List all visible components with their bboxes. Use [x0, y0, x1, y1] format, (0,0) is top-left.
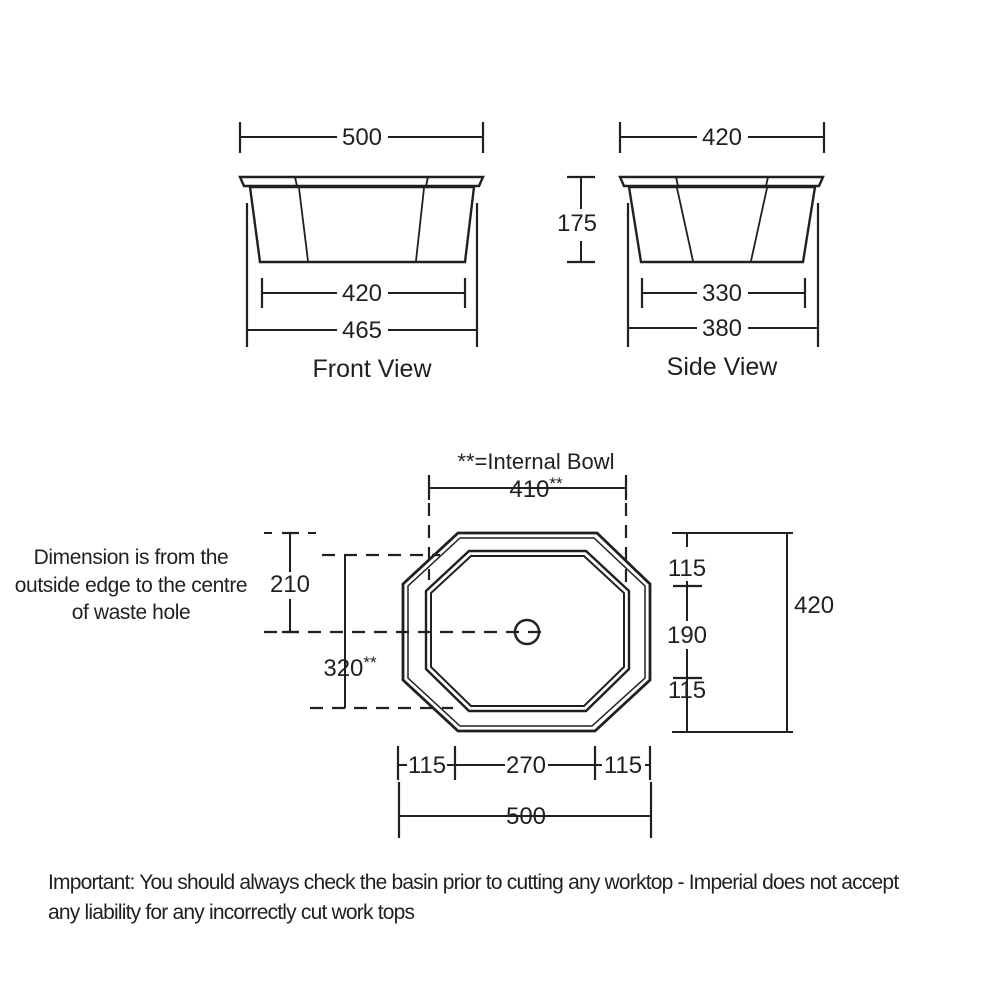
dim-label-210: 210 [269, 571, 311, 598]
plan-dim-bowl-width [429, 474, 626, 503]
dim-label-380: 380 [701, 315, 743, 342]
dim-label-465: 465 [341, 317, 383, 344]
side-dim-base-inner [642, 278, 805, 308]
side-dim-overall-depth [620, 122, 824, 153]
footer-line1: Important: You should always check the basin prior to cutting any worktop - Imperial does not accept [48, 871, 899, 894]
dim-label-175: 175 [556, 210, 598, 237]
basin-rim [240, 177, 483, 186]
basin-body [250, 187, 474, 262]
front-dim-base-inner [262, 278, 465, 308]
waste-note-line1: Dimension is from the [33, 546, 229, 569]
plan-right-dims [667, 533, 834, 732]
dim-label-330: 330 [701, 280, 743, 307]
side-view-label: Side View [666, 353, 778, 381]
plan-dim-waste-offset [264, 533, 316, 632]
dim-label-270: 270 [505, 752, 547, 779]
dim-label-115-top: 115 [667, 555, 707, 582]
side-basin-outline [620, 177, 823, 262]
front-dim-overall-width [240, 122, 483, 153]
dim-label-115-right: 115 [603, 752, 643, 779]
dim-label-410: 410** [509, 474, 563, 503]
dim-label-420: 420 [341, 280, 383, 307]
dim-label-420: 420 [701, 124, 743, 151]
basin-body [629, 187, 815, 262]
front-view [240, 122, 483, 383]
basin-rim [620, 177, 823, 186]
dim-label-115-left: 115 [407, 752, 447, 779]
front-basin-outline [240, 177, 483, 262]
dim-label-500: 500 [341, 124, 383, 151]
waste-note-line3: of waste hole [71, 601, 191, 624]
footer-warning [48, 871, 899, 924]
dim-label-420: 420 [794, 592, 835, 619]
dim-label-320: 320** [323, 653, 377, 682]
plan-bottom-dims [398, 746, 651, 838]
side-dim-height [557, 177, 597, 262]
front-view-label: Front View [312, 355, 432, 383]
waste-note [15, 546, 247, 624]
side-view [557, 122, 824, 381]
waste-note-line2: outside edge to the centre [14, 574, 248, 597]
internal-bowl-note: **=Internal Bowl [457, 449, 615, 474]
plan-view [15, 449, 834, 838]
footer-line2: any liability for any incorrectly cut work tops [48, 901, 415, 924]
dim-label-190: 190 [666, 622, 708, 649]
dim-label-500: 500 [505, 803, 547, 830]
dim-label-115-bottom: 115 [667, 677, 707, 704]
